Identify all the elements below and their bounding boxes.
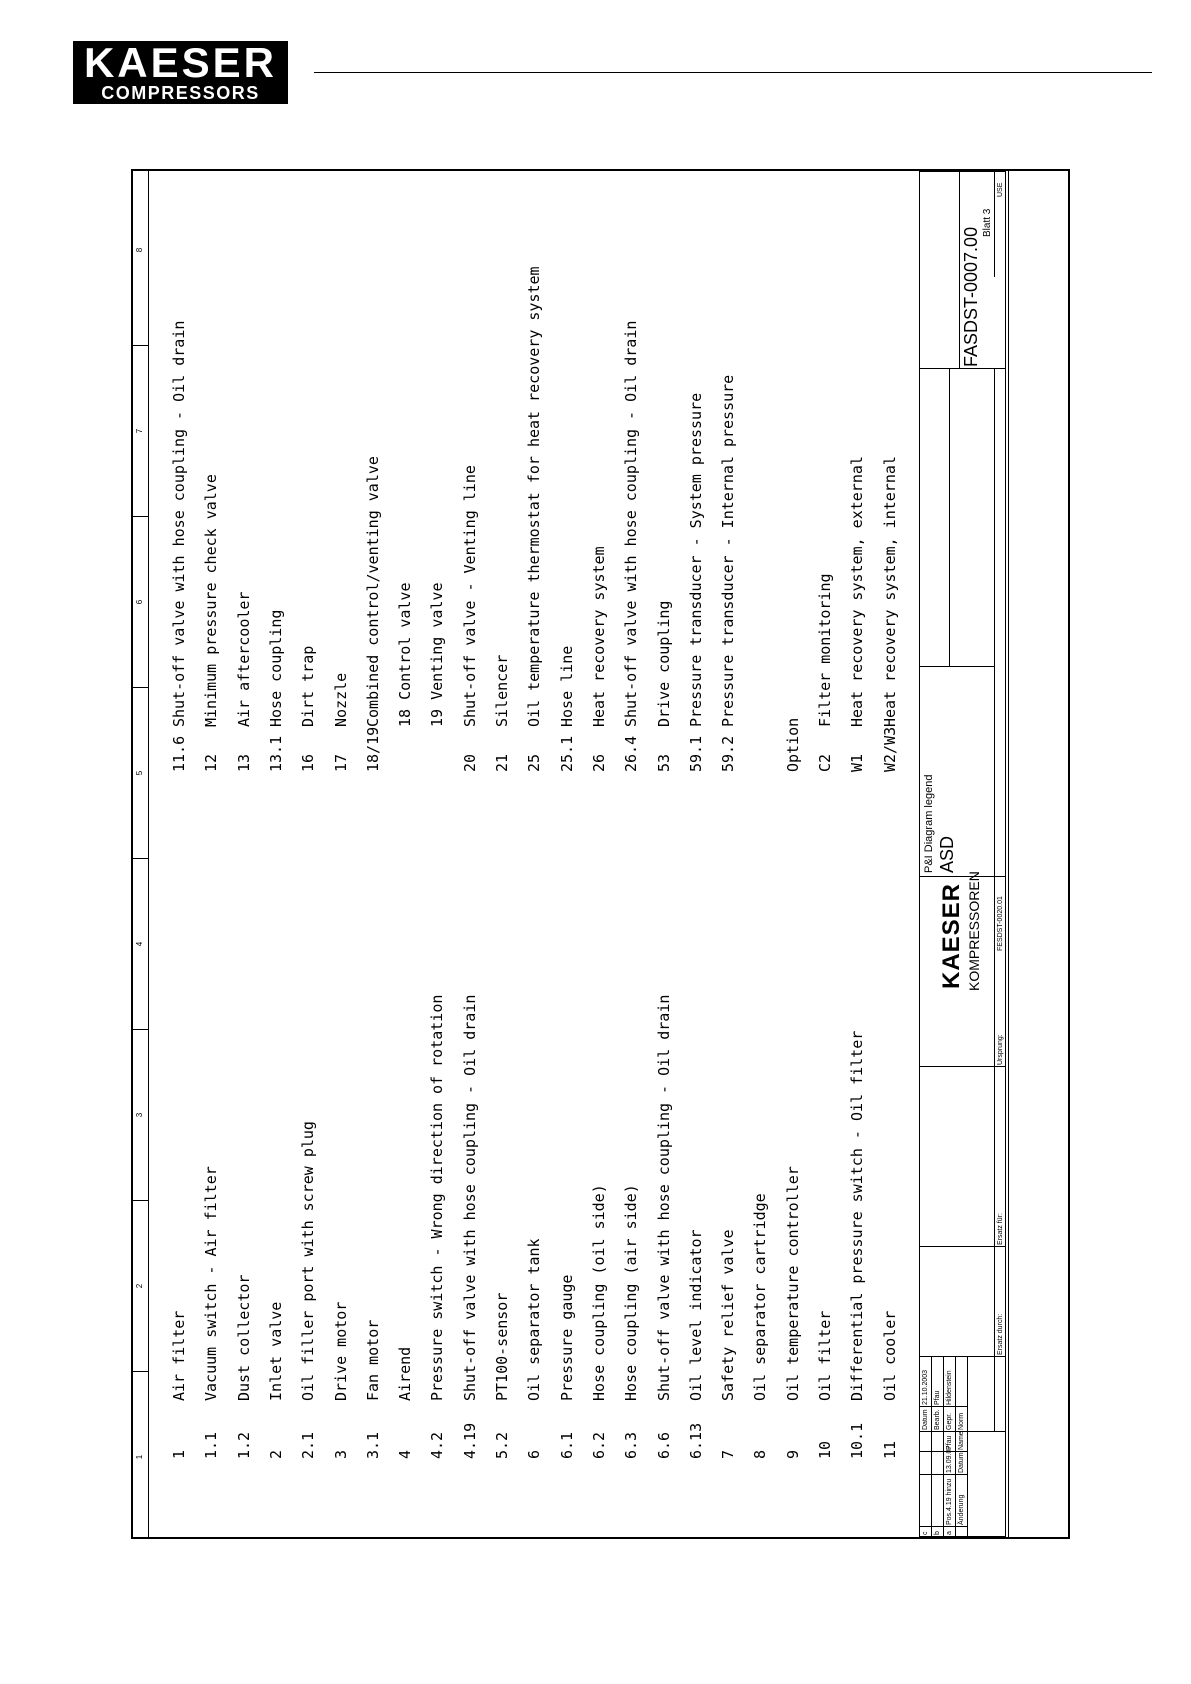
ursprung-value: FESDST-0020.01 — [997, 896, 1004, 951]
rev-a-text: Pos.4.19 hinzu — [946, 1478, 953, 1525]
column-divider — [131, 516, 148, 517]
legend-code: 25.1 — [557, 735, 576, 772]
column-divider — [131, 1371, 148, 1372]
legend-code: W1 — [848, 753, 867, 772]
legend-description: Combined control/venting valve — [363, 456, 382, 727]
drawing-number: FASDST-0007.00 — [961, 226, 981, 367]
ursprung-label: Ursprung: — [997, 1034, 1004, 1065]
legend-sheet — [149, 171, 1006, 1537]
legend-description: Pressure gauge — [557, 1274, 576, 1401]
legend-code: C2 — [816, 753, 834, 772]
tb-divider — [919, 1406, 967, 1407]
legend-code: 16 — [299, 753, 318, 772]
legend-code: 3 — [331, 1449, 350, 1459]
legend-description: Pressure switch - Wrong direction of rotation — [428, 994, 447, 1401]
col-name: Name — [958, 1431, 965, 1450]
legend-description: Air aftercooler — [234, 591, 253, 727]
tb-divider — [949, 369, 950, 667]
legend-code: 25 — [525, 753, 544, 772]
legend-code: 26 — [589, 753, 608, 772]
datum-label: Datum — [922, 1409, 929, 1430]
rev-a-date: 13.09.07 — [946, 1445, 953, 1473]
legend-description: Pressure transducer - System pressure — [686, 392, 705, 727]
legend-description: Shut-off valve with hose coupling - Oil drain — [622, 320, 641, 727]
col-date: Datum — [958, 1452, 965, 1473]
tb-divider — [919, 876, 1006, 877]
rev-b: b — [934, 1531, 941, 1535]
sheet-number: Blatt 3 — [982, 208, 993, 237]
legend-description: Drive coupling — [654, 600, 673, 727]
legend-description: Oil temperature thermostat for heat recovery system — [525, 266, 544, 727]
legend-description: Oil separator cartridge — [751, 1193, 770, 1401]
legend-description: PT100-sensor — [493, 1292, 511, 1401]
legend-description: Hose coupling (oil side) — [589, 1184, 608, 1401]
legend-description: Pressure transducer - Internal pressure — [719, 374, 738, 727]
legend-description: Minimum pressure check valve — [202, 474, 221, 727]
norm-label: Norm — [958, 1412, 965, 1430]
title-block-logo-subtitle: KOMPRESSOREN — [966, 871, 982, 991]
tb-divider — [919, 1066, 1006, 1067]
legend-code: 5.2 — [493, 1431, 511, 1459]
legend-description: Air filter — [170, 1310, 188, 1401]
legend-code: 3.1 — [363, 1431, 382, 1459]
legend-description: Differential pressure switch - Oil filter — [848, 1030, 867, 1401]
header-rule — [314, 72, 1152, 73]
legend-description: 19 Venting valve — [428, 582, 447, 727]
legend-code: 4.19 — [460, 1422, 479, 1459]
tb-divider — [931, 1357, 932, 1537]
legend-description: Airend — [396, 1346, 415, 1401]
legend-description: Oil temperature controller — [783, 1166, 802, 1401]
legend-code: 2.1 — [299, 1431, 318, 1459]
legend-description: Oil cooler — [880, 1310, 899, 1401]
tb-divider — [919, 1474, 967, 1475]
legend-code: 6.2 — [589, 1431, 608, 1459]
gepr-label: Gepr. — [946, 1412, 953, 1430]
legend-code: 8 — [751, 1449, 770, 1459]
ersatz-durch: Ersatz durch: — [997, 1313, 1004, 1355]
legend-code: 11.6 — [170, 735, 188, 772]
column-number: 3 — [135, 1112, 144, 1118]
tb-divider — [919, 666, 994, 667]
legend-description: Inlet valve — [266, 1301, 285, 1401]
bearb-label: Bearb. — [934, 1409, 941, 1430]
legend-description: Heat recovery system, external — [848, 456, 867, 727]
legend-code: 20 — [460, 753, 479, 772]
kaeser-logo — [73, 41, 288, 104]
legend-description: Drive motor — [331, 1301, 350, 1401]
legend-code: 13.1 — [266, 735, 285, 772]
datum-value: 21.10.2003 — [922, 1369, 929, 1405]
legend-code: 7 — [719, 1449, 738, 1459]
tb-divider — [959, 171, 960, 369]
legend-description: Oil filler port with screw plug — [299, 1121, 318, 1401]
tb-divider — [943, 1357, 944, 1537]
legend-code: 6.13 — [686, 1422, 705, 1459]
gepr-value: Hildenstein — [946, 1370, 953, 1405]
legend-description: Shut-off valve with hose coupling - Oil drain — [654, 994, 673, 1401]
tb-divider — [994, 171, 995, 277]
column-divider — [131, 858, 148, 859]
legend-code: 9 — [783, 1449, 802, 1459]
column-divider — [131, 687, 148, 688]
tb-divider — [919, 1356, 1006, 1357]
legend-description: Oil separator tank — [525, 1238, 544, 1401]
legend-description: Hose coupling (air side) — [622, 1184, 641, 1401]
legend-description: Dust collector — [234, 1274, 253, 1401]
logo-wordmark: KAESER — [83, 39, 278, 86]
legend-description: Silencer — [493, 654, 511, 727]
column-divider — [131, 345, 148, 346]
rev-a-name: Pfau — [946, 1435, 953, 1450]
legend-description: Filter monitoring — [816, 573, 834, 727]
col-change: Änderung — [958, 1494, 965, 1525]
tb-divider — [919, 368, 1006, 369]
title-strip-line — [1008, 170, 1009, 1538]
legend-code: 18/19 — [363, 726, 382, 772]
legend-code: 6.3 — [622, 1431, 641, 1459]
legend-description: Nozzle — [331, 672, 350, 727]
legend-description: Shut-off valve - Venting line — [460, 465, 479, 727]
column-number: 2 — [135, 1283, 144, 1289]
legend-code: 53 — [654, 753, 673, 772]
legend-code: W2/W3 — [880, 726, 899, 772]
legend-code: 6.6 — [654, 1431, 673, 1459]
legend-code: 1.2 — [234, 1431, 253, 1459]
bearb-value: Pfau — [934, 1390, 941, 1405]
column-number: 8 — [135, 247, 144, 253]
legend-code: 26.4 — [622, 735, 641, 772]
legend-code: 59.1 — [686, 735, 705, 772]
legend-description: Hose coupling — [266, 609, 285, 727]
legend-code: 12 — [202, 753, 221, 772]
legend-code: 13 — [234, 753, 253, 772]
legend-description: Dirt trap — [299, 645, 318, 727]
legend-description: Vacuum switch - Air filter — [202, 1166, 221, 1401]
legend-code: 11 — [880, 1440, 899, 1459]
rev-c: c — [922, 1531, 929, 1535]
legend-description: Hose line — [557, 645, 576, 727]
legend-description: Oil filter — [816, 1310, 834, 1401]
tb-divider — [919, 1246, 1006, 1247]
legend-code: 6 — [525, 1449, 544, 1459]
title-block-logo: KAESER — [938, 882, 965, 989]
legend-code: 4 — [396, 1449, 415, 1459]
legend-description: Heat recovery system — [589, 546, 608, 727]
legend-description: Safety relief valve — [719, 1229, 738, 1401]
legend-code: 4.2 — [428, 1431, 447, 1459]
legend-code: 6.1 — [557, 1431, 576, 1459]
column-number: 6 — [135, 599, 144, 605]
legend-code: 1.1 — [202, 1431, 221, 1459]
drawing-subtitle: ASD — [937, 835, 957, 873]
tb-divider — [919, 1526, 967, 1527]
rev-a: a — [946, 1531, 953, 1535]
legend-description: Oil level indicator — [686, 1229, 705, 1401]
tb-divider — [955, 1357, 956, 1537]
legend-code: 17 — [331, 753, 350, 772]
column-number: 1 — [135, 1454, 144, 1460]
legend-code: 59.2 — [719, 735, 738, 772]
column-divider — [131, 1200, 148, 1201]
legend-code: 2 — [266, 1449, 285, 1459]
legend-code: 10.1 — [848, 1422, 867, 1459]
column-number: 5 — [135, 770, 144, 776]
legend-description: Fan motor — [363, 1319, 382, 1401]
language-code: USE — [997, 182, 1004, 197]
legend-description: Shut-off valve with hose coupling - Oil drain — [170, 320, 188, 727]
tb-divider — [994, 369, 995, 1432]
legend-description: Heat recovery system, internal — [880, 456, 899, 727]
tb-divider — [967, 1357, 968, 1537]
column-number: 4 — [135, 941, 144, 947]
column-divider — [131, 1029, 148, 1030]
legend-code: 10 — [816, 1440, 834, 1459]
column-number: 7 — [135, 428, 144, 434]
legend-code: 1 — [170, 1449, 188, 1459]
logo-subtitle: COMPRESSORS — [101, 83, 260, 103]
legend-description: Shut-off valve with hose coupling - Oil drain — [460, 994, 479, 1401]
legend-description: 18 Control valve — [396, 582, 415, 727]
legend-code: Option — [783, 717, 802, 772]
legend-code: 21 — [493, 753, 511, 772]
drawing-title: P&I Diagram legend — [923, 774, 935, 873]
ersatz-fuer: Ersatz für: — [997, 1213, 1004, 1245]
